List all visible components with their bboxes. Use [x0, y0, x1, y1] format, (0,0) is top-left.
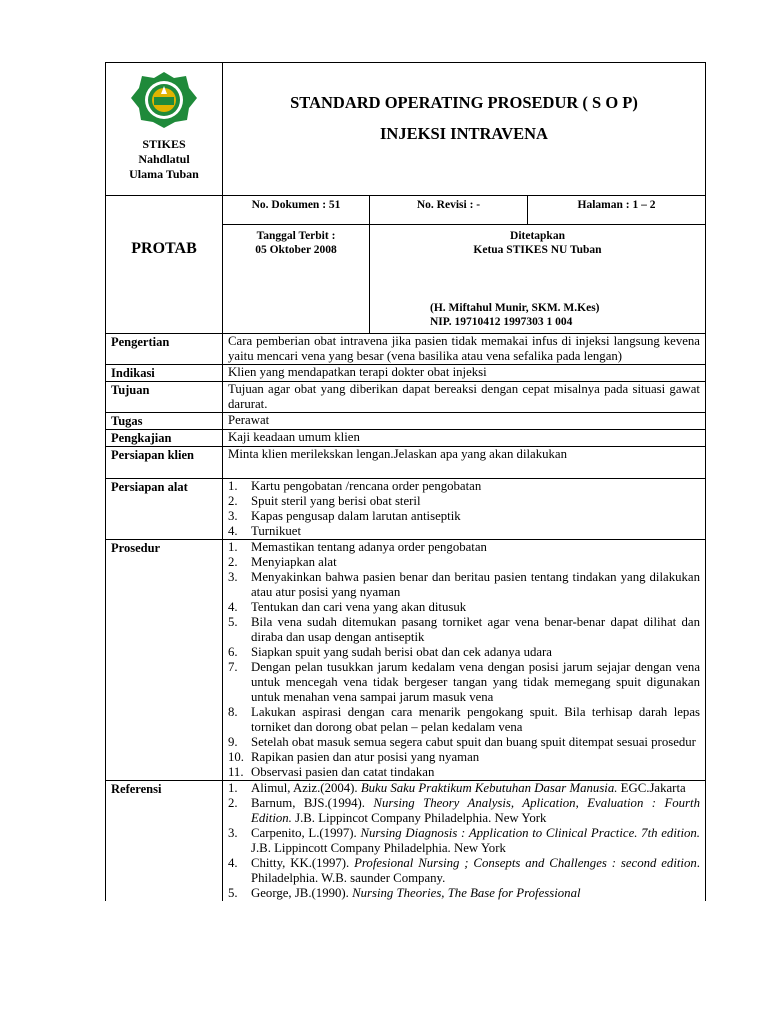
- tugas-label: Tugas: [106, 413, 223, 430]
- ditetapkan-cell: Ditetapkan Ketua STIKES NU Tuban (H. Miftahul Munir, SKM. M.Kes) NIP. 19710412 1997303 1 004: [370, 225, 706, 334]
- sop-table: [105, 62, 706, 901]
- pengertian-label: Pengertian: [106, 334, 223, 365]
- list-item: 1. Alimul, Aziz.(2004). Buku Saku Praktikum Kebutuhan Dasar Manusia. EGC.Jakarta: [228, 781, 686, 795]
- persiapan-klien-value: Minta klien merilekskan lengan.Jelaskan apa yang akan dilakukan: [223, 447, 706, 479]
- sop-document: [105, 62, 705, 901]
- list-item: 4. Tentukan dan cari vena yang akan ditusuk: [228, 600, 467, 614]
- list-item: 3. Menyakinkan bahwa pasien benar dan beritau pasien tentang tindakan yang dilakukan atau atur posisi yang nyaman: [228, 570, 700, 599]
- pengertian-value: Cara pemberian obat intravena jika pasien tidak memakai infus di injeksi langsung kevena yaitu mencari vena yang besar (vena basilika atau vena sefalika pada lengan): [223, 334, 706, 365]
- institution-name: STIKES Nahdlatul Ulama Tuban: [129, 137, 199, 181]
- list-item: 2. Menyiapkan alat: [228, 555, 337, 569]
- referensi-list: [228, 781, 700, 901]
- list-item: 2. Barnum, BJS.(1994). Nursing Theory Analysis, Aplication, Evaluation : Fourth Edition. J.B. Lippincot Company Philadelphia. New York: [228, 796, 700, 825]
- tujuan-value: Tujuan agar obat yang diberikan dapat bereaksi dengan cepat misalnya pada situasi gawat darurat.: [223, 382, 706, 413]
- pengkajian-value: Kaji keadaan umum klien: [223, 430, 706, 447]
- prosedur-list: [228, 540, 700, 780]
- list-item: 3. Carpenito, L.(1997). Nursing Diagnosis : Application to Clinical Practice. 7th edition. J.B. Lippincott Company Philadelphia. New York: [228, 826, 700, 855]
- referensi-label: Referensi: [106, 781, 223, 902]
- list-item: 5. George, JB.(1990). Nursing Theories, The Base for Professional: [228, 886, 581, 900]
- tugas-value: Perawat: [223, 413, 706, 430]
- prosedur-label: Prosedur: [106, 540, 223, 781]
- persiapan-alat-value: [223, 479, 706, 540]
- indikasi-value: Klien yang mendapatkan terapi dokter obat injeksi: [223, 365, 706, 382]
- stikes-nu-logo: [129, 70, 199, 130]
- no-dokumen: No. Dokumen : 51: [223, 196, 370, 225]
- list-item: 3. Kapas pengusap dalam larutan antiseptik: [228, 509, 461, 523]
- list-item: 5. Bila vena sudah ditemukan pasang torniket agar vena benar-benar dapat dilihat dan diraba dan usap dengan antiseptik: [228, 615, 700, 644]
- signer-name: (H. Miftahul Munir, SKM. M.Kes): [430, 302, 600, 314]
- referensi-value: [223, 781, 706, 902]
- institution-cell: [106, 63, 223, 196]
- list-item: 9. Setelah obat masuk semua segera cabut spuit dan buang spuit ditempat sesuai prosedur: [228, 735, 696, 749]
- tujuan-label: Tujuan: [106, 382, 223, 413]
- list-item: 2. Spuit steril yang berisi obat steril: [228, 494, 421, 508]
- halaman: Halaman : 1 – 2: [528, 196, 706, 225]
- list-item: 8. Lakukan aspirasi dengan cara menarik pengokang spuit. Bila terhisap darah lepas torniket dan dorong obat pelan – pelan kedalam vena: [228, 705, 700, 734]
- pengkajian-label: Pengkajian: [106, 430, 223, 447]
- indikasi-label: Indikasi: [106, 365, 223, 382]
- document-title: STANDARD OPERATING PROSEDUR ( S O P): [290, 93, 638, 112]
- list-item: 6. Siapkan spuit yang sudah berisi obat dan cek adanya udara: [228, 645, 552, 659]
- tanggal-terbit: Tanggal Terbit : 05 Oktober 2008: [223, 225, 370, 334]
- persiapan-alat-list: [228, 479, 700, 539]
- list-item: 7. Dengan pelan tusukkan jarum kedalam vena dengan posisi jarum sejajar dengan vena untuk mencegah vena tidak bergeser tangan yang tidak memegang spuit digunakan untuk menahan vena sampai jarum masuk vena: [228, 660, 700, 704]
- signer-nip: NIP. 19710412 1997303 1 004: [430, 316, 573, 328]
- title-cell: [223, 63, 706, 196]
- persiapan-alat-label: Persiapan alat: [106, 479, 223, 540]
- list-item: 11. Observasi pasien dan catat tindakan: [228, 765, 435, 779]
- list-item: 1. Memastikan tentang adanya order pengobatan: [228, 540, 487, 554]
- list-item: 4. Turnikuet: [228, 524, 302, 538]
- list-item: 10. Rapikan pasien dan atur posisi yang nyaman: [228, 750, 480, 764]
- list-item: 4. Chitty, KK.(1997). Profesional Nursing ; Consepts and Challenges : second edition. Philadelphia. W.B. saunder Company.: [228, 856, 700, 885]
- prosedur-value: [223, 540, 706, 781]
- no-revisi: No. Revisi : -: [370, 196, 528, 225]
- document-subtitle: INJEKSI INTRAVENA: [380, 124, 548, 143]
- persiapan-klien-label: Persiapan klien: [106, 447, 223, 479]
- list-item: 1. Kartu pengobatan /rencana order pengobatan: [228, 479, 482, 493]
- protab-label: PROTAB: [106, 196, 223, 334]
